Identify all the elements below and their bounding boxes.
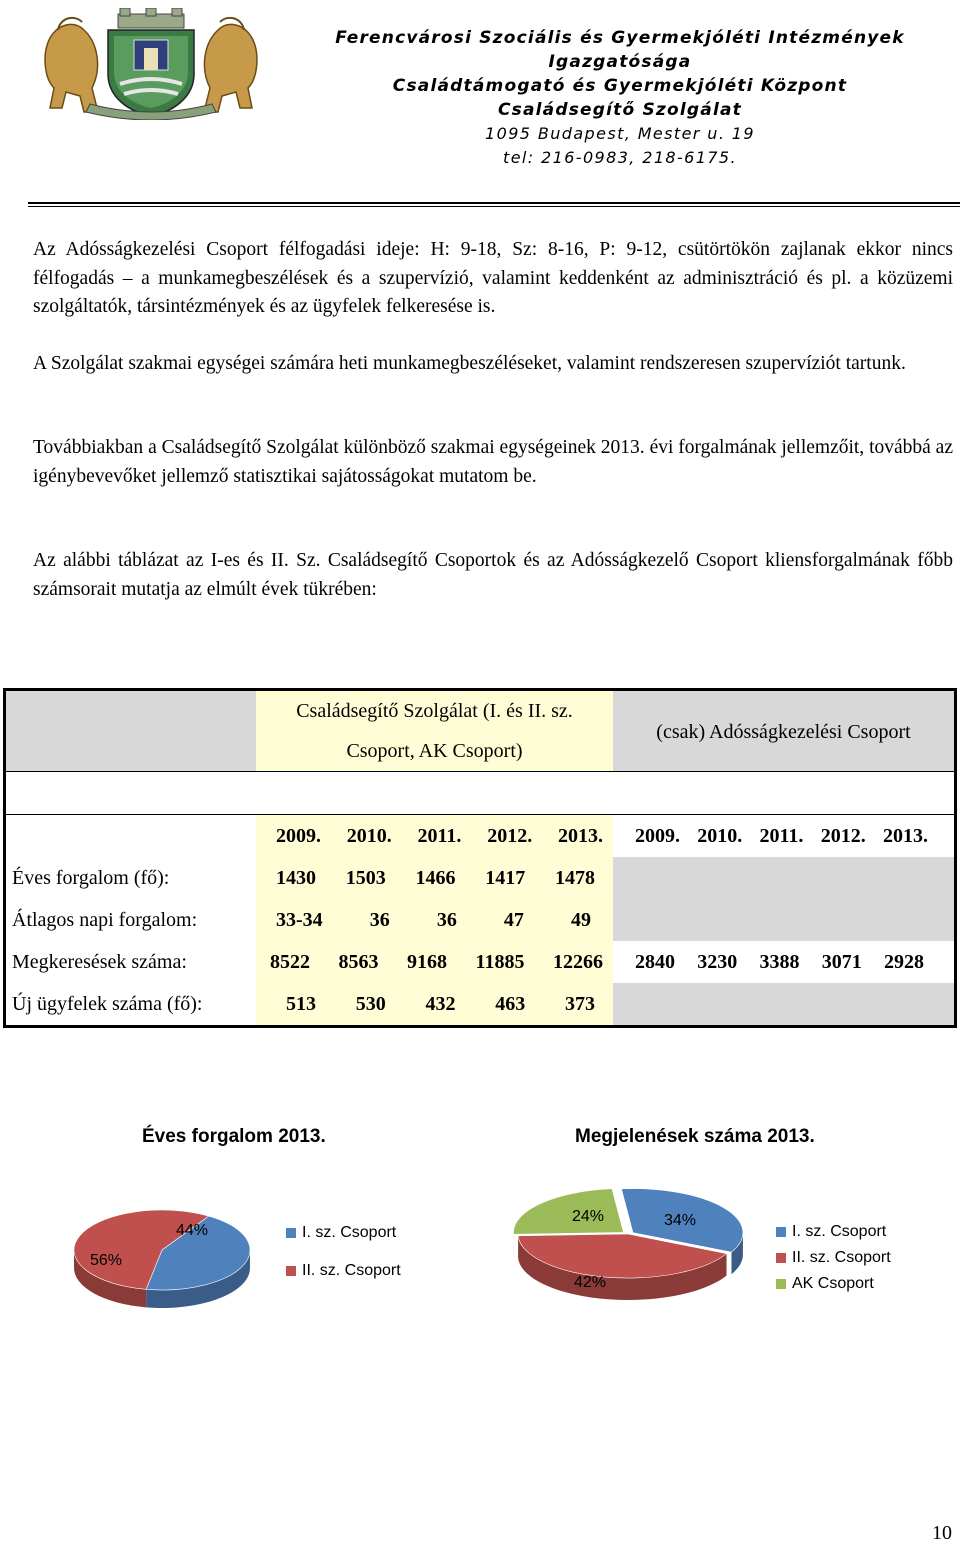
year-cell: 2009.	[635, 825, 680, 848]
years-debt-management-cell	[613, 815, 956, 858]
chart-title-annual-traffic: Éves forgalom 2013.	[142, 1126, 326, 1148]
legend-annual-traffic	[286, 1220, 401, 1284]
legend-swatch	[286, 1266, 296, 1276]
year-cell: 2013.	[883, 825, 928, 848]
year-cell: 2012.	[821, 825, 866, 848]
legend-swatch	[776, 1279, 786, 1289]
legend-label: AK Csoport	[792, 1275, 874, 1293]
table-separator	[5, 772, 956, 815]
header-divider-thin	[28, 206, 960, 207]
legend-label: II. sz. Csoport	[792, 1249, 891, 1267]
pie-chart-appearances	[506, 1170, 762, 1330]
table-cell: 432	[426, 993, 456, 1016]
column-header-family-support-text: Családsegítő Szolgálat (I. és II. sz. Csoport, AK Csoport)	[256, 691, 613, 771]
year-cell: 2010.	[697, 825, 742, 848]
paragraph-table-intro: Az alábbi táblázat az I-es és II. Sz. Családsegítő Csoportok és az Adósságkezelő Csoport kliensforgalmának főbb számsorait mutatja az elmúlt évek tükrében:	[33, 547, 953, 604]
table-cell: 36	[437, 909, 457, 932]
institution-subtitle: Igazgatósága	[300, 50, 940, 74]
new-clients-values	[256, 983, 613, 1027]
legend-label: I. sz. Csoport	[792, 1223, 886, 1241]
year-cell: 2010.	[347, 825, 392, 848]
years-family-support-cell	[256, 815, 613, 858]
empty-cell	[613, 983, 956, 1027]
phone: tel: 216-0983, 218-6175.	[300, 146, 940, 170]
table-cell: 1417	[485, 867, 525, 890]
data-label: 56%	[90, 1252, 122, 1270]
empty-cell	[613, 899, 956, 941]
table-cell: 373	[565, 993, 595, 1016]
table-cell: 8563	[339, 951, 379, 974]
center-name: Családtámogató és Gyermekjóléti Központ	[300, 74, 940, 98]
paragraph-intro-statistics: Továbbiakban a Családsegítő Szolgálat különböző szakmai egységeinek 2013. évi forgalmának jellemzőit, továbbá az igénybevevőket jellemző statisztikai sajátosságokat mutatom be.	[33, 434, 953, 491]
table-cell: 3230	[697, 951, 737, 974]
legend-label: I. sz. Csoport	[302, 1224, 396, 1242]
data-label: 44%	[176, 1222, 208, 1240]
row-label: Átlagos napi forgalom:	[5, 899, 257, 941]
data-label: 24%	[572, 1208, 604, 1226]
coat-of-arms-logo	[40, 8, 262, 120]
year-cell: 2013.	[558, 825, 603, 848]
table-corner-cell	[5, 690, 257, 772]
daily-average-values	[256, 899, 613, 941]
data-label: 42%	[574, 1274, 606, 1292]
table-row-requests	[5, 941, 956, 983]
letterhead	[0, 0, 960, 210]
requests-debt-values	[613, 941, 956, 983]
table-cell: 2840	[635, 951, 675, 974]
column-header-debt-management	[613, 690, 956, 772]
row-label: Új ügyfelek száma (fő):	[5, 983, 257, 1027]
table-row-daily-average	[5, 899, 956, 941]
institution-name: Ferencvárosi Szociális és Gyermekjóléti Intézmények	[300, 26, 940, 50]
year-cell: 2009.	[276, 825, 321, 848]
table-cell: 8522	[270, 951, 310, 974]
row-label: Éves forgalom (fő):	[5, 857, 257, 899]
column-header-family-support	[256, 690, 613, 772]
year-cell: 2011.	[760, 825, 804, 848]
table-cell: 3071	[822, 951, 862, 974]
column-header-debt-management-text: (csak) Adósságkezelési Csoport	[613, 710, 954, 752]
pie-slice-ak-csoport	[513, 1189, 623, 1235]
table-cell: 49	[571, 909, 591, 932]
requests-values	[256, 941, 613, 983]
table-row-years	[5, 815, 956, 858]
paragraph-meetings: A Szolgálat szakmai egységei számára heti munkamegbeszéléseket, valamint rendszeresen szupervíziót tartunk.	[33, 350, 953, 379]
institution-address-block	[300, 26, 940, 170]
legend-swatch	[776, 1253, 786, 1263]
legend-appearances	[776, 1219, 891, 1297]
table-row-annual-traffic	[5, 857, 956, 899]
legend-swatch	[286, 1228, 296, 1238]
table-cell: 12266	[553, 951, 603, 974]
paragraph-reception-hours: Az Adósságkezelési Csoport félfogadási ideje: H: 9-18, Sz: 8-16, P: 9-12, csütörtökön zajlanak ekkor nincs félfogadás – a munkamegbeszélések és a szupervízió, valamint keddenként az adminisztráció és pl. a közüzemi szolgáltatók, társintézmények és az ügyfelek felkeresése is.	[33, 236, 953, 322]
table-cell: 1478	[555, 867, 595, 890]
year-cell: 2012.	[487, 825, 532, 848]
legend-swatch	[776, 1227, 786, 1237]
table-cell: 11885	[476, 951, 525, 974]
table-cell: 9168	[407, 951, 447, 974]
empty-cell	[613, 857, 956, 899]
table-cell: 463	[495, 993, 525, 1016]
table-cell: 2928	[884, 951, 924, 974]
service-name: Családsegítő Szolgálat	[300, 98, 940, 122]
table-cell: 36	[370, 909, 390, 932]
data-label: 34%	[664, 1212, 696, 1230]
page-number: 10	[932, 1522, 952, 1545]
table-header-row	[5, 690, 956, 772]
header-divider	[28, 202, 960, 204]
client-traffic-table	[3, 688, 957, 1028]
years-label-cell	[5, 815, 257, 858]
table-cell: 1503	[346, 867, 386, 890]
table-cell: 513	[286, 993, 316, 1016]
year-cell: 2011.	[418, 825, 462, 848]
row-label: Megkeresések száma:	[5, 941, 257, 983]
table-row-new-clients	[5, 983, 956, 1027]
table-cell: 33-34	[276, 909, 323, 932]
table-cell: 47	[504, 909, 524, 932]
table-cell: 3388	[760, 951, 800, 974]
legend-label: II. sz. Csoport	[302, 1262, 401, 1280]
chart-title-appearances: Megjelenések száma 2013.	[575, 1126, 815, 1148]
address: 1095 Budapest, Mester u. 19	[300, 122, 940, 146]
table-cell: 1466	[416, 867, 456, 890]
table-cell: 1430	[276, 867, 316, 890]
annual-traffic-values	[256, 857, 613, 899]
table-cell: 530	[356, 993, 386, 1016]
